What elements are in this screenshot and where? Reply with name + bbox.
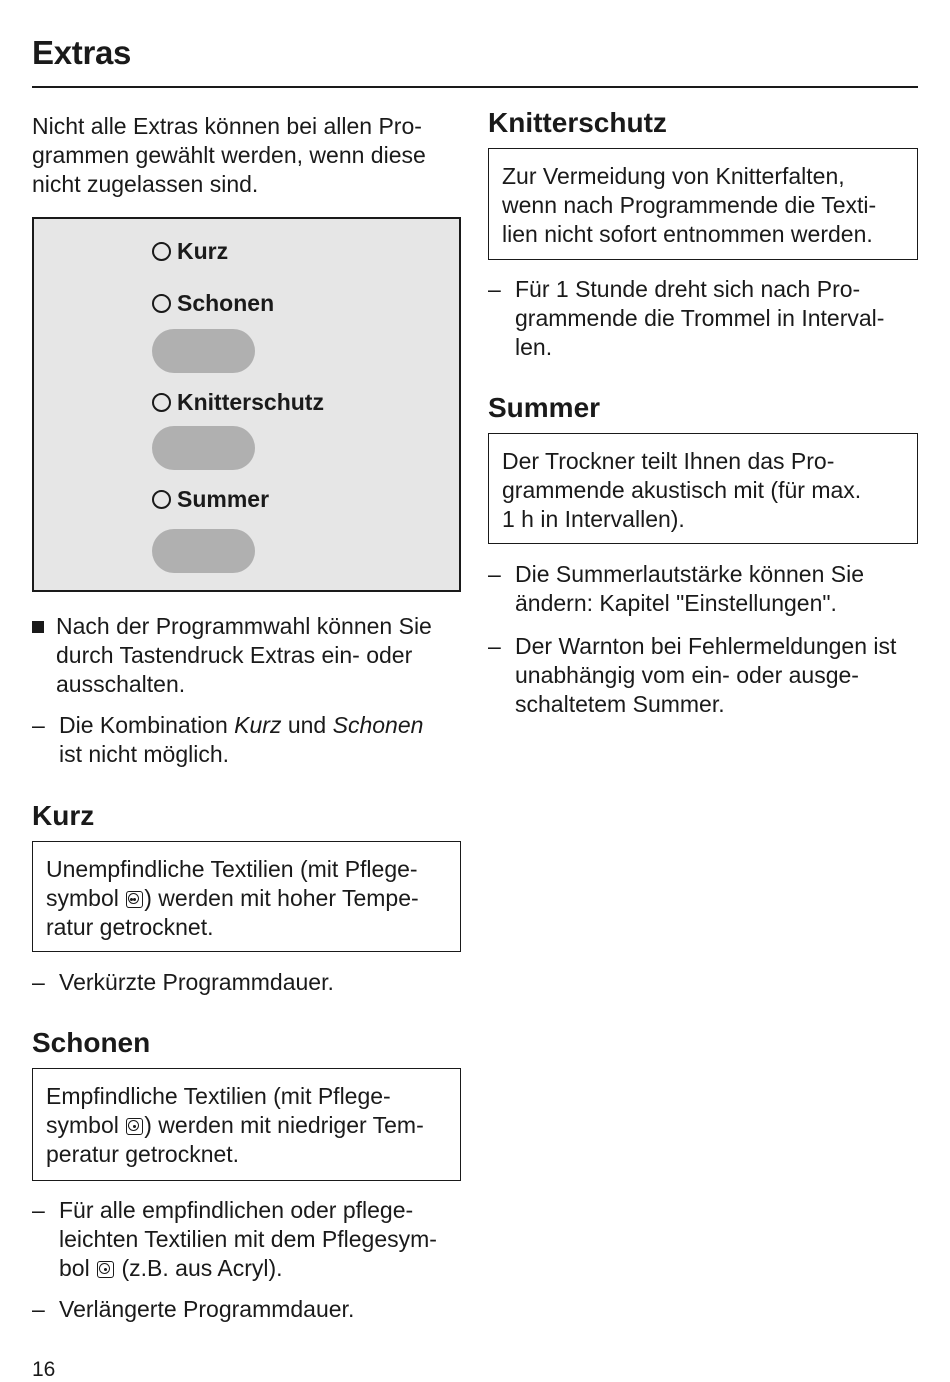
bullet-line: Nach der Programmwahl können Sie xyxy=(56,613,432,639)
note-line: len. xyxy=(515,334,553,360)
note-line: – Die Summerlautstärke können Sie xyxy=(515,561,864,587)
option-summer xyxy=(152,485,269,513)
page-number: 16 xyxy=(32,1358,56,1381)
note-line: schaltetem Summer. xyxy=(515,691,725,717)
note-text: bol xyxy=(59,1255,97,1281)
title-rule xyxy=(32,86,918,88)
bullet-instruction xyxy=(32,612,462,699)
note-line: ändern: Kapitel "Einstellungen". xyxy=(515,590,837,616)
option-schonen xyxy=(152,289,274,317)
kurz-info-box xyxy=(32,841,461,952)
note-line: – Verkürzte Programmdauer. xyxy=(59,969,334,995)
heading-schonen: Schonen xyxy=(32,1027,151,1058)
box-line: 1 h in Intervallen). xyxy=(502,506,685,532)
box-line: peratur getrocknet. xyxy=(46,1141,240,1167)
indicator-ring-icon xyxy=(152,242,171,261)
intro-line: nicht zugelassen sind. xyxy=(32,171,259,197)
intro-line: Nicht alle Extras können bei allen Pro- xyxy=(32,113,422,139)
note-line: – Für 1 Stunde dreht sich nach Pro- xyxy=(515,276,861,302)
box-line: Empfindliche Textilien (mit Pflege- xyxy=(46,1083,391,1109)
square-bullet xyxy=(32,612,462,699)
page-title: Extras xyxy=(32,34,132,71)
note-line: leichten Textilien mit dem Pflegesym- xyxy=(59,1226,437,1252)
box-line: lien nicht sofort entnommen werden. xyxy=(502,221,873,247)
kurz-note xyxy=(32,968,462,997)
box-text: ) werden mit hoher Tempe- xyxy=(144,885,419,911)
option-kurz xyxy=(152,237,228,265)
care-symbol-icon xyxy=(97,1261,114,1278)
box-line: Zur Vermeidung von Knitterfalten, xyxy=(502,163,845,189)
control-panel-illustration xyxy=(32,217,461,592)
heading-summer: Summer xyxy=(488,392,601,423)
note-line: – Verlängerte Programmdauer. xyxy=(59,1296,355,1322)
heading-knitterschutz: Knitterschutz xyxy=(488,107,667,138)
care-symbol-icon xyxy=(126,891,143,908)
box-line: ratur getrocknet. xyxy=(46,914,214,940)
option-label: Knitterschutz xyxy=(177,389,324,415)
combination-note xyxy=(32,711,462,769)
option-label: Kurz xyxy=(177,238,229,264)
box-line: Der Trockner teilt Ihnen das Pro- xyxy=(502,448,835,474)
note-line: – Der Warnton bei Fehlermeldungen ist xyxy=(515,633,897,659)
box-text: ) werden mit niedriger Tem- xyxy=(144,1112,424,1138)
option-knitterschutz xyxy=(152,388,324,416)
box-line: Unempfindliche Textilien (mit Pflege- xyxy=(46,856,418,882)
combo-line: ist nicht möglich. xyxy=(59,741,230,767)
care-symbol-icon xyxy=(126,1118,143,1135)
combo-text: und xyxy=(281,712,333,738)
intro-text xyxy=(32,112,462,199)
schonen-info-box xyxy=(32,1068,461,1181)
schonen-note-1 xyxy=(32,1196,462,1283)
box-line: wenn nach Programmende die Texti- xyxy=(502,192,877,218)
indicator-ring-icon xyxy=(152,294,171,313)
combo-schonen: Schonen xyxy=(332,712,424,738)
bullet-line: durch Tastendruck Extras ein- oder xyxy=(56,642,413,668)
combo-text: Die Kombination xyxy=(59,712,235,738)
indicator-ring-icon xyxy=(152,490,171,509)
knitterschutz-note xyxy=(488,275,918,362)
intro-line: grammen gewählt werden, wenn diese xyxy=(32,142,426,168)
option-label: Summer xyxy=(177,486,270,512)
box-text: symbol xyxy=(46,1112,126,1138)
note-line: unabhängig vom ein- oder ausge- xyxy=(515,662,859,688)
option-label: Schonen xyxy=(177,290,275,316)
panel-button xyxy=(152,426,255,470)
knitterschutz-info-box xyxy=(488,148,918,260)
summer-note-2 xyxy=(488,632,918,719)
combo-kurz: Kurz xyxy=(234,712,282,738)
summer-note-1 xyxy=(488,560,918,618)
box-text: symbol xyxy=(46,885,126,911)
note-line: grammende die Trommel in Interval- xyxy=(515,305,885,331)
heading-kurz: Kurz xyxy=(32,800,95,831)
schonen-note-2 xyxy=(32,1295,462,1324)
summer-info-box xyxy=(488,433,918,544)
note-line: – Für alle empfindlichen oder pflege- xyxy=(59,1197,414,1223)
note-text: (z.B. aus Acryl). xyxy=(115,1255,283,1281)
box-line: grammende akustisch mit (für max. xyxy=(502,477,862,503)
panel-button xyxy=(152,329,255,373)
bullet-line: ausschalten. xyxy=(56,671,186,697)
indicator-ring-icon xyxy=(152,393,171,412)
panel-button xyxy=(152,529,255,573)
